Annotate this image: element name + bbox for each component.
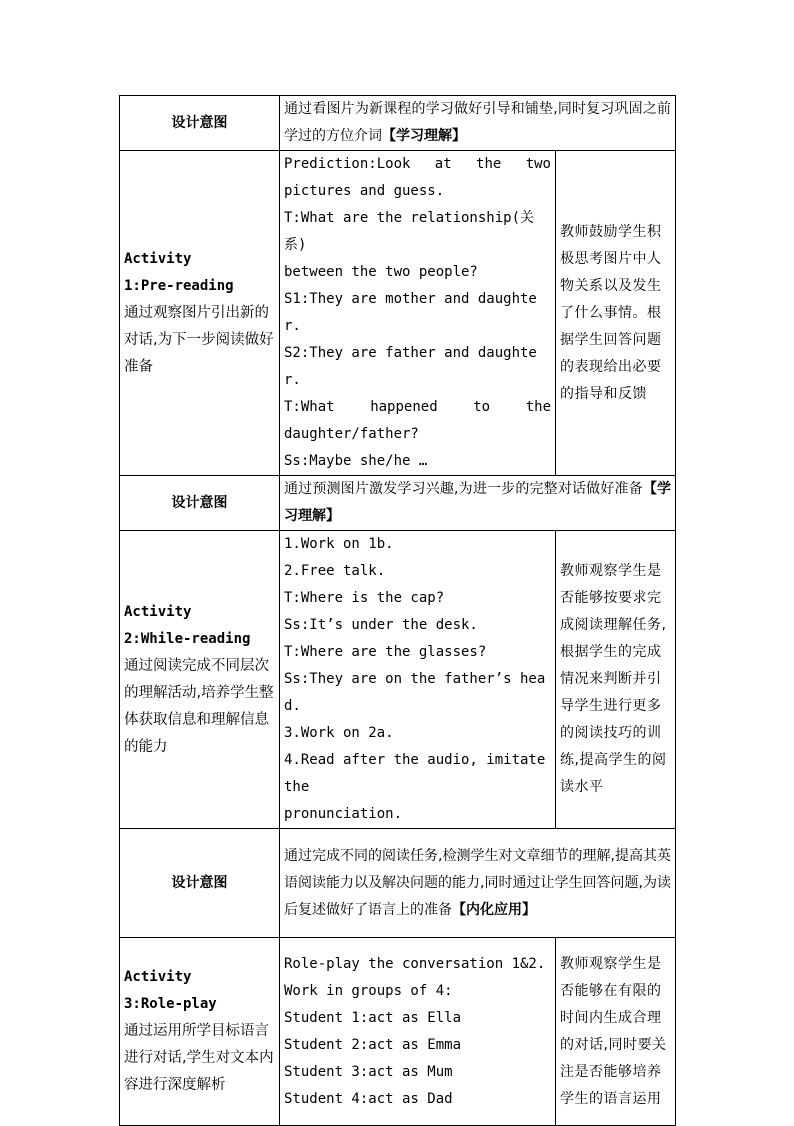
process-line: Work in groups of 4: xyxy=(284,982,453,999)
activity-process-cell xyxy=(280,531,556,829)
process-line: Prediction:Look at the two xyxy=(284,156,551,172)
activity-process-cell xyxy=(280,938,556,1126)
activity-subtitle: 1:Pre-reading xyxy=(124,277,234,294)
process-line: T:Where is the cap? xyxy=(284,590,445,606)
activity-title: Activity xyxy=(124,969,192,985)
activity-description: 通过阅读完成不同层次的理解活动,培养学生整体获取信息和理解信息的能力 xyxy=(124,657,274,755)
process-line: S1:They are mother and daughter. xyxy=(284,291,537,334)
process-line: Ss:Maybe she/he … xyxy=(284,453,428,469)
teacher-feedback: 教师鼓励学生积极思考图片中人物关系以及发生了什么事情。根据学生回答问题的表现给出必要的指导和反馈 xyxy=(556,151,676,476)
teacher-feedback: 教师观察学生是否能够按要求完成阅读理解任务,根据学生的完成情况来判断并引导学生进行更多的阅读技巧的训练,提高学生的阅读水平 xyxy=(556,531,676,829)
process-line: between the two people? xyxy=(284,264,478,280)
process-line: 2.Free talk. xyxy=(284,563,386,579)
process-line: Student 2:act as Emma xyxy=(284,1036,462,1053)
activity-subtitle: 3:Role-play xyxy=(124,996,217,1012)
process-line: 3.Work on 2a. xyxy=(284,725,394,741)
intent-tag: 【学习理解】 xyxy=(382,128,466,144)
design-intent-text: 通过预测图片激发学习兴趣,为进一步的完整对话做好准备【学习理解】 xyxy=(280,476,676,531)
activity-title: Activity xyxy=(124,603,192,620)
lesson-plan-table xyxy=(119,95,676,1126)
activity-row-2 xyxy=(120,531,676,829)
activity-cell xyxy=(120,531,280,829)
activity-subtitle: 2:While-reading xyxy=(124,630,251,647)
process-line: 4.Read after the audio, imitate the xyxy=(284,752,554,795)
process-line: S2:They are father and daughter. xyxy=(284,345,537,388)
teacher-feedback: 教师观察学生是否能够在有限的时间内生成合理的对话,同时要关注是否能够培养学生的语言运用 xyxy=(556,938,676,1126)
design-intent-row-1 xyxy=(120,96,676,151)
process-line: pictures and guess. xyxy=(284,183,445,199)
process-line: Ss:It’s under the desk. xyxy=(284,617,478,633)
process-line: daughter/father? xyxy=(284,426,419,442)
design-intent-label: 设计意图 xyxy=(120,96,280,151)
design-intent-label: 设计意图 xyxy=(120,829,280,938)
design-intent-text: 通过完成不同的阅读任务,检测学生对文章细节的理解,提高其英语阅读能力以及解决问题的能力,同时通过让学生回答问题,为读后复述做好了语言上的准备【内化应用】 xyxy=(280,829,676,938)
process-line: Role-play the conversation 1&2. xyxy=(284,955,546,972)
process-line: T:Where are the glasses? xyxy=(284,644,487,660)
activity-row-3 xyxy=(120,938,676,1126)
design-intent-label: 设计意图 xyxy=(120,476,280,531)
activity-cell xyxy=(120,151,280,476)
process-line: pronunciation. xyxy=(284,806,403,822)
process-line: T:What happened to the xyxy=(284,399,551,415)
activity-description: 通过运用所学目标语言进行对话,学生对文本内容进行深度解析 xyxy=(124,1023,274,1093)
intent-tag: 【内化应用】 xyxy=(452,901,536,918)
design-intent-text: 通过看图片为新课程的学习做好引导和铺垫,同时复习巩固之前学过的方位介词【学习理解】 xyxy=(280,96,676,151)
activity-cell xyxy=(120,938,280,1126)
process-line: T:What are the relationship(关系) xyxy=(284,210,535,253)
activity-description: 通过观察图片引出新的对话,为下一步阅读做好准备 xyxy=(124,304,274,375)
process-line: Student 4:act as Dad xyxy=(284,1090,453,1107)
intent-tag: 【学习理解】 xyxy=(284,481,672,524)
design-intent-row-3 xyxy=(120,829,676,938)
process-line: Ss:They are on the father’s head. xyxy=(284,671,546,714)
process-line: Student 1:act as Ella xyxy=(284,1009,462,1026)
process-line: 1.Work on 1b. xyxy=(284,536,394,552)
process-line: Student 3:act as Mum xyxy=(284,1063,453,1080)
activity-process-cell xyxy=(280,151,556,476)
design-intent-row-2 xyxy=(120,476,676,531)
activity-row-1 xyxy=(120,151,676,476)
activity-title: Activity xyxy=(124,250,192,267)
